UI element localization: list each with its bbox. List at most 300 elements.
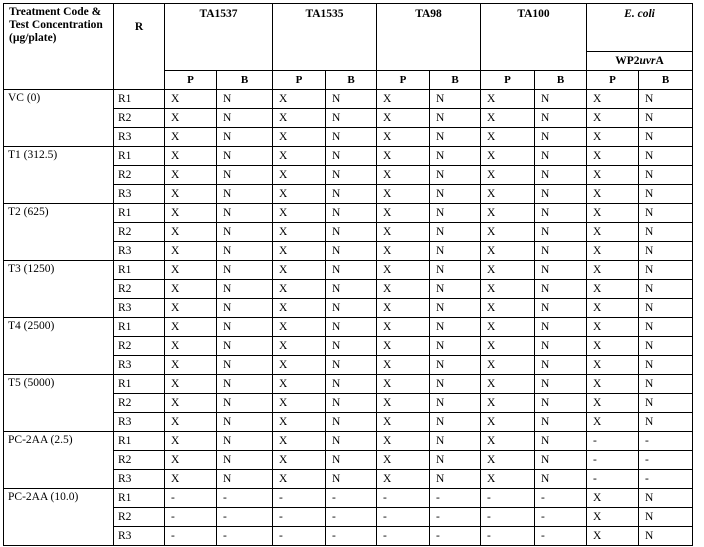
result-cell: X <box>165 318 217 337</box>
result-cell: X <box>377 356 430 375</box>
result-cell: N <box>639 128 693 147</box>
result-cell: X <box>273 299 326 318</box>
result-cell: N <box>535 147 587 166</box>
ecoli-strain-header <box>587 52 693 71</box>
result-cell: N <box>326 109 377 128</box>
treatment-label: T3 (1250) <box>4 261 114 318</box>
replicate-label: R2 <box>114 508 165 527</box>
replicate-label: R2 <box>114 451 165 470</box>
result-cell: N <box>639 223 693 242</box>
ecoli-p-header: P <box>587 71 639 90</box>
result-cell: X <box>273 394 326 413</box>
result-cell: X <box>273 280 326 299</box>
result-cell: N <box>326 242 377 261</box>
result-cell: N <box>639 489 693 508</box>
result-cell: - <box>481 527 535 546</box>
result-cell: N <box>430 166 481 185</box>
result-cell: X <box>481 280 535 299</box>
result-cell: N <box>639 394 693 413</box>
treatment-label: PC-2AA (2.5) <box>4 432 114 489</box>
result-cell: X <box>587 280 639 299</box>
result-cell: N <box>430 128 481 147</box>
result-cell: - <box>587 451 639 470</box>
replicate-label: R1 <box>114 147 165 166</box>
result-cell: N <box>326 90 377 109</box>
result-cell: N <box>639 90 693 109</box>
result-cell: X <box>273 261 326 280</box>
result-cell: N <box>639 356 693 375</box>
treatment-label: T4 (2500) <box>4 318 114 375</box>
result-cell: N <box>217 470 273 489</box>
result-cell: X <box>165 299 217 318</box>
result-cell: N <box>217 356 273 375</box>
result-cell: N <box>430 109 481 128</box>
replicate-label: R3 <box>114 185 165 204</box>
result-cell: X <box>273 166 326 185</box>
result-cell: N <box>639 261 693 280</box>
result-cell: N <box>217 451 273 470</box>
ta100-b-header: B <box>535 71 587 90</box>
result-cell: X <box>481 451 535 470</box>
replicate-label: R2 <box>114 337 165 356</box>
result-cell: N <box>217 166 273 185</box>
result-cell: N <box>639 299 693 318</box>
result-cell: N <box>217 432 273 451</box>
table-row <box>4 90 693 109</box>
ta100-p-header: P <box>481 71 535 90</box>
replicate-label: R1 <box>114 432 165 451</box>
treatment-header: Treatment Code & Test Concentration (µg/plate) <box>4 4 114 90</box>
result-cell: N <box>217 394 273 413</box>
result-cell: N <box>535 451 587 470</box>
result-cell: N <box>639 508 693 527</box>
result-cell: N <box>217 280 273 299</box>
result-cell: X <box>273 470 326 489</box>
result-cell: N <box>430 261 481 280</box>
replicate-label: R1 <box>114 204 165 223</box>
result-cell: - <box>430 527 481 546</box>
result-cell: N <box>326 299 377 318</box>
result-cell: X <box>165 451 217 470</box>
result-cell: N <box>535 356 587 375</box>
result-cell: X <box>481 470 535 489</box>
result-cell: N <box>217 90 273 109</box>
result-cell: X <box>481 223 535 242</box>
result-cell: N <box>535 261 587 280</box>
result-cell: X <box>587 185 639 204</box>
result-cell: N <box>430 318 481 337</box>
result-cell: X <box>377 90 430 109</box>
result-cell: X <box>587 375 639 394</box>
results-body <box>4 90 693 546</box>
result-cell: X <box>377 242 430 261</box>
result-cell: N <box>217 242 273 261</box>
result-cell: X <box>377 128 430 147</box>
result-cell: N <box>535 280 587 299</box>
result-cell: N <box>217 128 273 147</box>
result-cell: N <box>535 128 587 147</box>
result-cell: X <box>165 356 217 375</box>
result-cell: N <box>639 147 693 166</box>
result-cell: X <box>165 337 217 356</box>
table-row <box>4 432 693 451</box>
result-cell: N <box>535 299 587 318</box>
result-cell: - <box>377 489 430 508</box>
result-cell: N <box>217 185 273 204</box>
result-cell: X <box>481 109 535 128</box>
ecoli-strain-prefix: WP2 <box>615 55 640 67</box>
replicate-label: R1 <box>114 375 165 394</box>
result-cell: N <box>639 109 693 128</box>
result-cell: N <box>326 261 377 280</box>
result-cell: N <box>326 451 377 470</box>
result-cell: X <box>587 299 639 318</box>
result-cell: N <box>639 185 693 204</box>
result-cell: - <box>639 451 693 470</box>
result-cell: X <box>587 413 639 432</box>
replicate-label: R3 <box>114 242 165 261</box>
result-cell: - <box>217 508 273 527</box>
result-cell: X <box>273 432 326 451</box>
result-cell: X <box>481 90 535 109</box>
result-cell: - <box>481 508 535 527</box>
result-cell: N <box>639 337 693 356</box>
ta98-b-header: B <box>430 71 481 90</box>
result-cell: N <box>326 394 377 413</box>
result-cell: X <box>377 109 430 128</box>
result-cell: - <box>273 508 326 527</box>
result-cell: N <box>430 242 481 261</box>
result-cell: N <box>217 375 273 394</box>
result-cell: N <box>326 432 377 451</box>
replicate-label: R1 <box>114 261 165 280</box>
replicate-label: R3 <box>114 356 165 375</box>
result-cell: X <box>273 147 326 166</box>
result-cell: X <box>587 166 639 185</box>
result-cell: X <box>273 337 326 356</box>
result-cell: X <box>273 375 326 394</box>
table-row <box>4 489 693 508</box>
result-cell: X <box>273 109 326 128</box>
result-cell: N <box>217 147 273 166</box>
result-cell: N <box>430 299 481 318</box>
replicate-header: R <box>114 4 165 90</box>
replicate-label: R2 <box>114 109 165 128</box>
result-cell: X <box>273 128 326 147</box>
result-cell: N <box>430 432 481 451</box>
result-cell: X <box>481 147 535 166</box>
result-cell: X <box>481 166 535 185</box>
ta1535-p-header: P <box>273 71 326 90</box>
result-cell: N <box>430 337 481 356</box>
result-cell: X <box>587 508 639 527</box>
result-cell: N <box>535 470 587 489</box>
result-cell: N <box>430 185 481 204</box>
result-cell: X <box>377 375 430 394</box>
result-cell: N <box>535 204 587 223</box>
ta1537-b-header: B <box>217 71 273 90</box>
result-cell: X <box>587 242 639 261</box>
result-cell: - <box>535 489 587 508</box>
result-cell: X <box>165 375 217 394</box>
result-cell: - <box>430 508 481 527</box>
result-cell: N <box>430 375 481 394</box>
result-cell: - <box>535 527 587 546</box>
result-cell: N <box>535 185 587 204</box>
result-cell: - <box>273 489 326 508</box>
replicate-label: R3 <box>114 299 165 318</box>
result-cell: N <box>430 204 481 223</box>
result-cell: X <box>587 261 639 280</box>
result-cell: X <box>165 470 217 489</box>
result-cell: X <box>587 394 639 413</box>
replicate-label: R1 <box>114 318 165 337</box>
result-cell: N <box>639 166 693 185</box>
result-cell: N <box>535 432 587 451</box>
result-cell: X <box>273 90 326 109</box>
result-cell: N <box>535 318 587 337</box>
result-cell: - <box>587 470 639 489</box>
result-cell: N <box>326 204 377 223</box>
result-cell: N <box>217 261 273 280</box>
result-cell: N <box>326 128 377 147</box>
result-cell: N <box>430 147 481 166</box>
result-cell: N <box>326 413 377 432</box>
result-cell: X <box>165 147 217 166</box>
result-cell: X <box>587 147 639 166</box>
result-cell: N <box>217 204 273 223</box>
result-cell: N <box>535 223 587 242</box>
result-cell: - <box>587 432 639 451</box>
result-cell: N <box>326 166 377 185</box>
result-cell: X <box>273 242 326 261</box>
ta1535-b-header: B <box>326 71 377 90</box>
result-cell: X <box>165 432 217 451</box>
result-cell: N <box>430 356 481 375</box>
result-cell: N <box>326 318 377 337</box>
result-cell: N <box>326 185 377 204</box>
result-cell: X <box>481 413 535 432</box>
result-cell: X <box>481 394 535 413</box>
result-cell: X <box>273 413 326 432</box>
strain-header-ta1537: TA1537 <box>165 4 273 71</box>
result-cell: - <box>639 432 693 451</box>
result-cell: X <box>377 204 430 223</box>
result-cell: X <box>165 109 217 128</box>
result-cell: X <box>481 299 535 318</box>
result-cell: X <box>587 223 639 242</box>
result-cell: X <box>481 432 535 451</box>
treatment-label: T2 (625) <box>4 204 114 261</box>
result-cell: X <box>481 337 535 356</box>
result-cell: N <box>430 280 481 299</box>
result-cell: X <box>165 413 217 432</box>
result-cell: N <box>326 337 377 356</box>
result-cell: - <box>165 489 217 508</box>
strain-header-ta98: TA98 <box>377 4 481 71</box>
result-cell: X <box>587 90 639 109</box>
result-cell: N <box>639 527 693 546</box>
replicate-label: R3 <box>114 527 165 546</box>
ta1537-p-header: P <box>165 71 217 90</box>
result-cell: N <box>639 242 693 261</box>
result-cell: X <box>165 166 217 185</box>
result-cell: N <box>639 375 693 394</box>
treatment-label: PC-2AA (10.0) <box>4 489 114 546</box>
result-cell: X <box>273 318 326 337</box>
result-cell: X <box>165 90 217 109</box>
result-cell: - <box>326 508 377 527</box>
ecoli-strain-italic: uvr <box>639 55 656 67</box>
result-cell: N <box>639 318 693 337</box>
result-cell: N <box>217 109 273 128</box>
result-cell: X <box>377 223 430 242</box>
result-cell: X <box>377 394 430 413</box>
result-cell: X <box>377 413 430 432</box>
result-cell: X <box>165 204 217 223</box>
result-cell: X <box>377 432 430 451</box>
result-cell: - <box>165 508 217 527</box>
result-cell: X <box>377 166 430 185</box>
result-cell: - <box>217 489 273 508</box>
result-cell: X <box>165 242 217 261</box>
result-cell: X <box>481 375 535 394</box>
result-cell: - <box>273 527 326 546</box>
result-cell: N <box>430 470 481 489</box>
result-cell: N <box>430 413 481 432</box>
result-cell: X <box>377 470 430 489</box>
table-row <box>4 318 693 337</box>
replicate-label: R2 <box>114 166 165 185</box>
result-cell: X <box>377 280 430 299</box>
result-cell: X <box>377 451 430 470</box>
result-cell: X <box>587 318 639 337</box>
result-cell: - <box>165 527 217 546</box>
result-cell: X <box>377 185 430 204</box>
replicate-label: R2 <box>114 394 165 413</box>
table-row <box>4 147 693 166</box>
result-cell: X <box>481 356 535 375</box>
result-cell: N <box>326 470 377 489</box>
result-cell: - <box>535 508 587 527</box>
result-cell: - <box>326 527 377 546</box>
result-cell: N <box>639 280 693 299</box>
result-cell: X <box>481 185 535 204</box>
result-cell: X <box>587 527 639 546</box>
result-cell: - <box>217 527 273 546</box>
result-cell: N <box>217 299 273 318</box>
result-cell: N <box>217 337 273 356</box>
result-cell: X <box>587 356 639 375</box>
ecoli-header: E. coli <box>587 4 693 52</box>
result-cell: N <box>217 413 273 432</box>
treatment-label: VC (0) <box>4 90 114 147</box>
result-cell: X <box>481 261 535 280</box>
result-cell: N <box>535 242 587 261</box>
result-cell: X <box>273 356 326 375</box>
result-cell: X <box>377 261 430 280</box>
result-cell: N <box>326 223 377 242</box>
result-cell: N <box>430 451 481 470</box>
replicate-label: R1 <box>114 90 165 109</box>
table-row <box>4 204 693 223</box>
result-cell: X <box>377 147 430 166</box>
result-cell: X <box>273 185 326 204</box>
result-cell: N <box>326 147 377 166</box>
result-cell: N <box>535 166 587 185</box>
result-cell: X <box>165 280 217 299</box>
result-cell: N <box>430 90 481 109</box>
replicate-label: R2 <box>114 223 165 242</box>
result-cell: N <box>535 337 587 356</box>
result-cell: - <box>326 489 377 508</box>
result-cell: X <box>165 261 217 280</box>
ecoli-b-header: B <box>639 71 693 90</box>
result-cell: X <box>377 299 430 318</box>
result-cell: X <box>481 318 535 337</box>
result-cell: X <box>587 204 639 223</box>
table-row <box>4 375 693 394</box>
result-cell: X <box>165 223 217 242</box>
result-cell: - <box>481 489 535 508</box>
replicate-label: R3 <box>114 470 165 489</box>
result-cell: X <box>587 337 639 356</box>
result-cell: X <box>377 318 430 337</box>
replicate-label: R3 <box>114 413 165 432</box>
result-cell: X <box>587 128 639 147</box>
result-cell: N <box>217 223 273 242</box>
result-cell: X <box>481 128 535 147</box>
result-cell: X <box>273 204 326 223</box>
result-cell: N <box>326 356 377 375</box>
result-cell: N <box>535 90 587 109</box>
result-cell: X <box>587 489 639 508</box>
ta98-p-header: P <box>377 71 430 90</box>
ecoli-strain-suffix: A <box>655 55 664 67</box>
treatment-label: T1 (312.5) <box>4 147 114 204</box>
result-cell: N <box>430 223 481 242</box>
result-cell: N <box>535 109 587 128</box>
result-cell: X <box>377 337 430 356</box>
result-cell: N <box>430 394 481 413</box>
result-cell: - <box>377 508 430 527</box>
result-cell: - <box>377 527 430 546</box>
table-row <box>4 261 693 280</box>
result-cell: X <box>165 394 217 413</box>
strain-header-ta100: TA100 <box>481 4 587 71</box>
result-cell: X <box>273 223 326 242</box>
result-cell: N <box>217 318 273 337</box>
replicate-label: R2 <box>114 280 165 299</box>
treatment-label: T5 (5000) <box>4 375 114 432</box>
result-cell: X <box>481 204 535 223</box>
replicate-label: R3 <box>114 128 165 147</box>
result-cell: - <box>430 489 481 508</box>
result-cell: N <box>535 394 587 413</box>
result-cell: N <box>535 413 587 432</box>
result-cell: N <box>639 413 693 432</box>
result-cell: N <box>326 280 377 299</box>
result-cell: N <box>326 375 377 394</box>
replicate-label: R1 <box>114 489 165 508</box>
result-cell: X <box>273 451 326 470</box>
result-cell: X <box>587 109 639 128</box>
result-cell: N <box>535 375 587 394</box>
result-cell: X <box>165 185 217 204</box>
result-cell: X <box>165 128 217 147</box>
result-cell: X <box>481 242 535 261</box>
results-table <box>3 3 693 546</box>
